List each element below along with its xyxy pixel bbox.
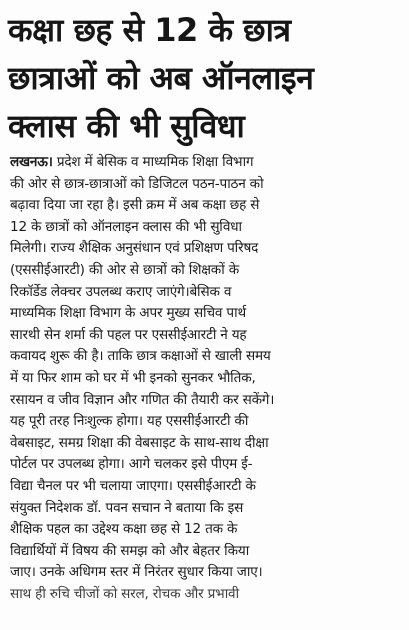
body-line: की ओर से छात्र-छात्राओं को डिजिटल पठन-पाठन को — [10, 175, 264, 192]
headline — [8, 6, 404, 150]
headline-line-3: क्लास की भी सुविधा — [8, 107, 245, 145]
body-line: में या फिर शाम को घर में भी इनको सुनकर भौतिक, — [10, 369, 256, 386]
body-line: विद्यार्थियों में विषय की समझ को और बेहतर किया — [10, 542, 250, 559]
body-line: शैक्षिक पहल का उद्देश्य कक्षा छह से 12 तक के — [10, 521, 238, 538]
body-line-1-text: प्रदेश में बेसिक व माध्यमिक शिक्षा विभाग — [52, 154, 254, 170]
body-line: पोर्टल पर उपलब्ध होगा। आगे चलकर इसे पीएम ई- — [10, 456, 253, 473]
headline-line-2: छात्राओं को अब ऑनलाइन — [8, 59, 314, 97]
body-line: रिकॉर्डेड लेक्चर उपलब्ध कराए जाएंगे।बेसिक व — [10, 283, 232, 300]
body-line: मिलेगी। राज्य शैक्षिक अनुसंधान एवं प्रशिक्षण परिषद — [10, 240, 259, 257]
body-line-1 — [10, 152, 404, 174]
body-line: बढ़ावा दिया जा रहा है। इसी क्रम में अब कक्षा छह से — [10, 197, 260, 214]
body-line-cut-off: साथ ही रुचि चीजों को सरल, रोचक और प्रभावी — [10, 585, 239, 602]
body-line: 12 के छात्रों को ऑनलाइन क्लास की भी सुविधा — [10, 218, 242, 235]
body-line: संयुक्त निदेशक डॉ. पवन सचान ने बताया कि इस — [10, 499, 244, 516]
body-line: (एससीईआरटी) की ओर से छात्रों को शिक्षकों के — [10, 261, 239, 278]
body-line: जाए। उनके अधिगम स्तर में निरंतर सुधार किया जाए। — [10, 564, 263, 581]
article-body — [10, 152, 404, 605]
body-line: विद्या चैनल पर भी चलाया जाएगा। एससीईआरटी के — [10, 477, 256, 494]
body-line: वेबसाइट, समग्र शिक्षा की वेबसाइट के साथ-साथ दीक्षा — [10, 434, 269, 451]
body-line: सारथी सेन शर्मा की पहल पर एससीईआरटी ने यह — [10, 326, 247, 343]
body-line: कवायद शुरू की है। ताकि छात्र कक्षाओं से खाली समय — [10, 348, 271, 365]
body-line: रसायन व जीव विज्ञान और गणित की तैयारी कर सकेंगे। — [10, 391, 275, 408]
body-line: माध्यमिक शिक्षा विभाग के अपर मुख्य सचिव पार्थ — [10, 305, 246, 322]
body-line: यह पूरी तरह निःशुल्क होगा। यह एससीईआरटी की — [10, 413, 249, 430]
dateline: लखनऊ। — [10, 154, 53, 170]
headline-line-1: कक्षा छह से 12 के छात्र — [8, 11, 291, 49]
